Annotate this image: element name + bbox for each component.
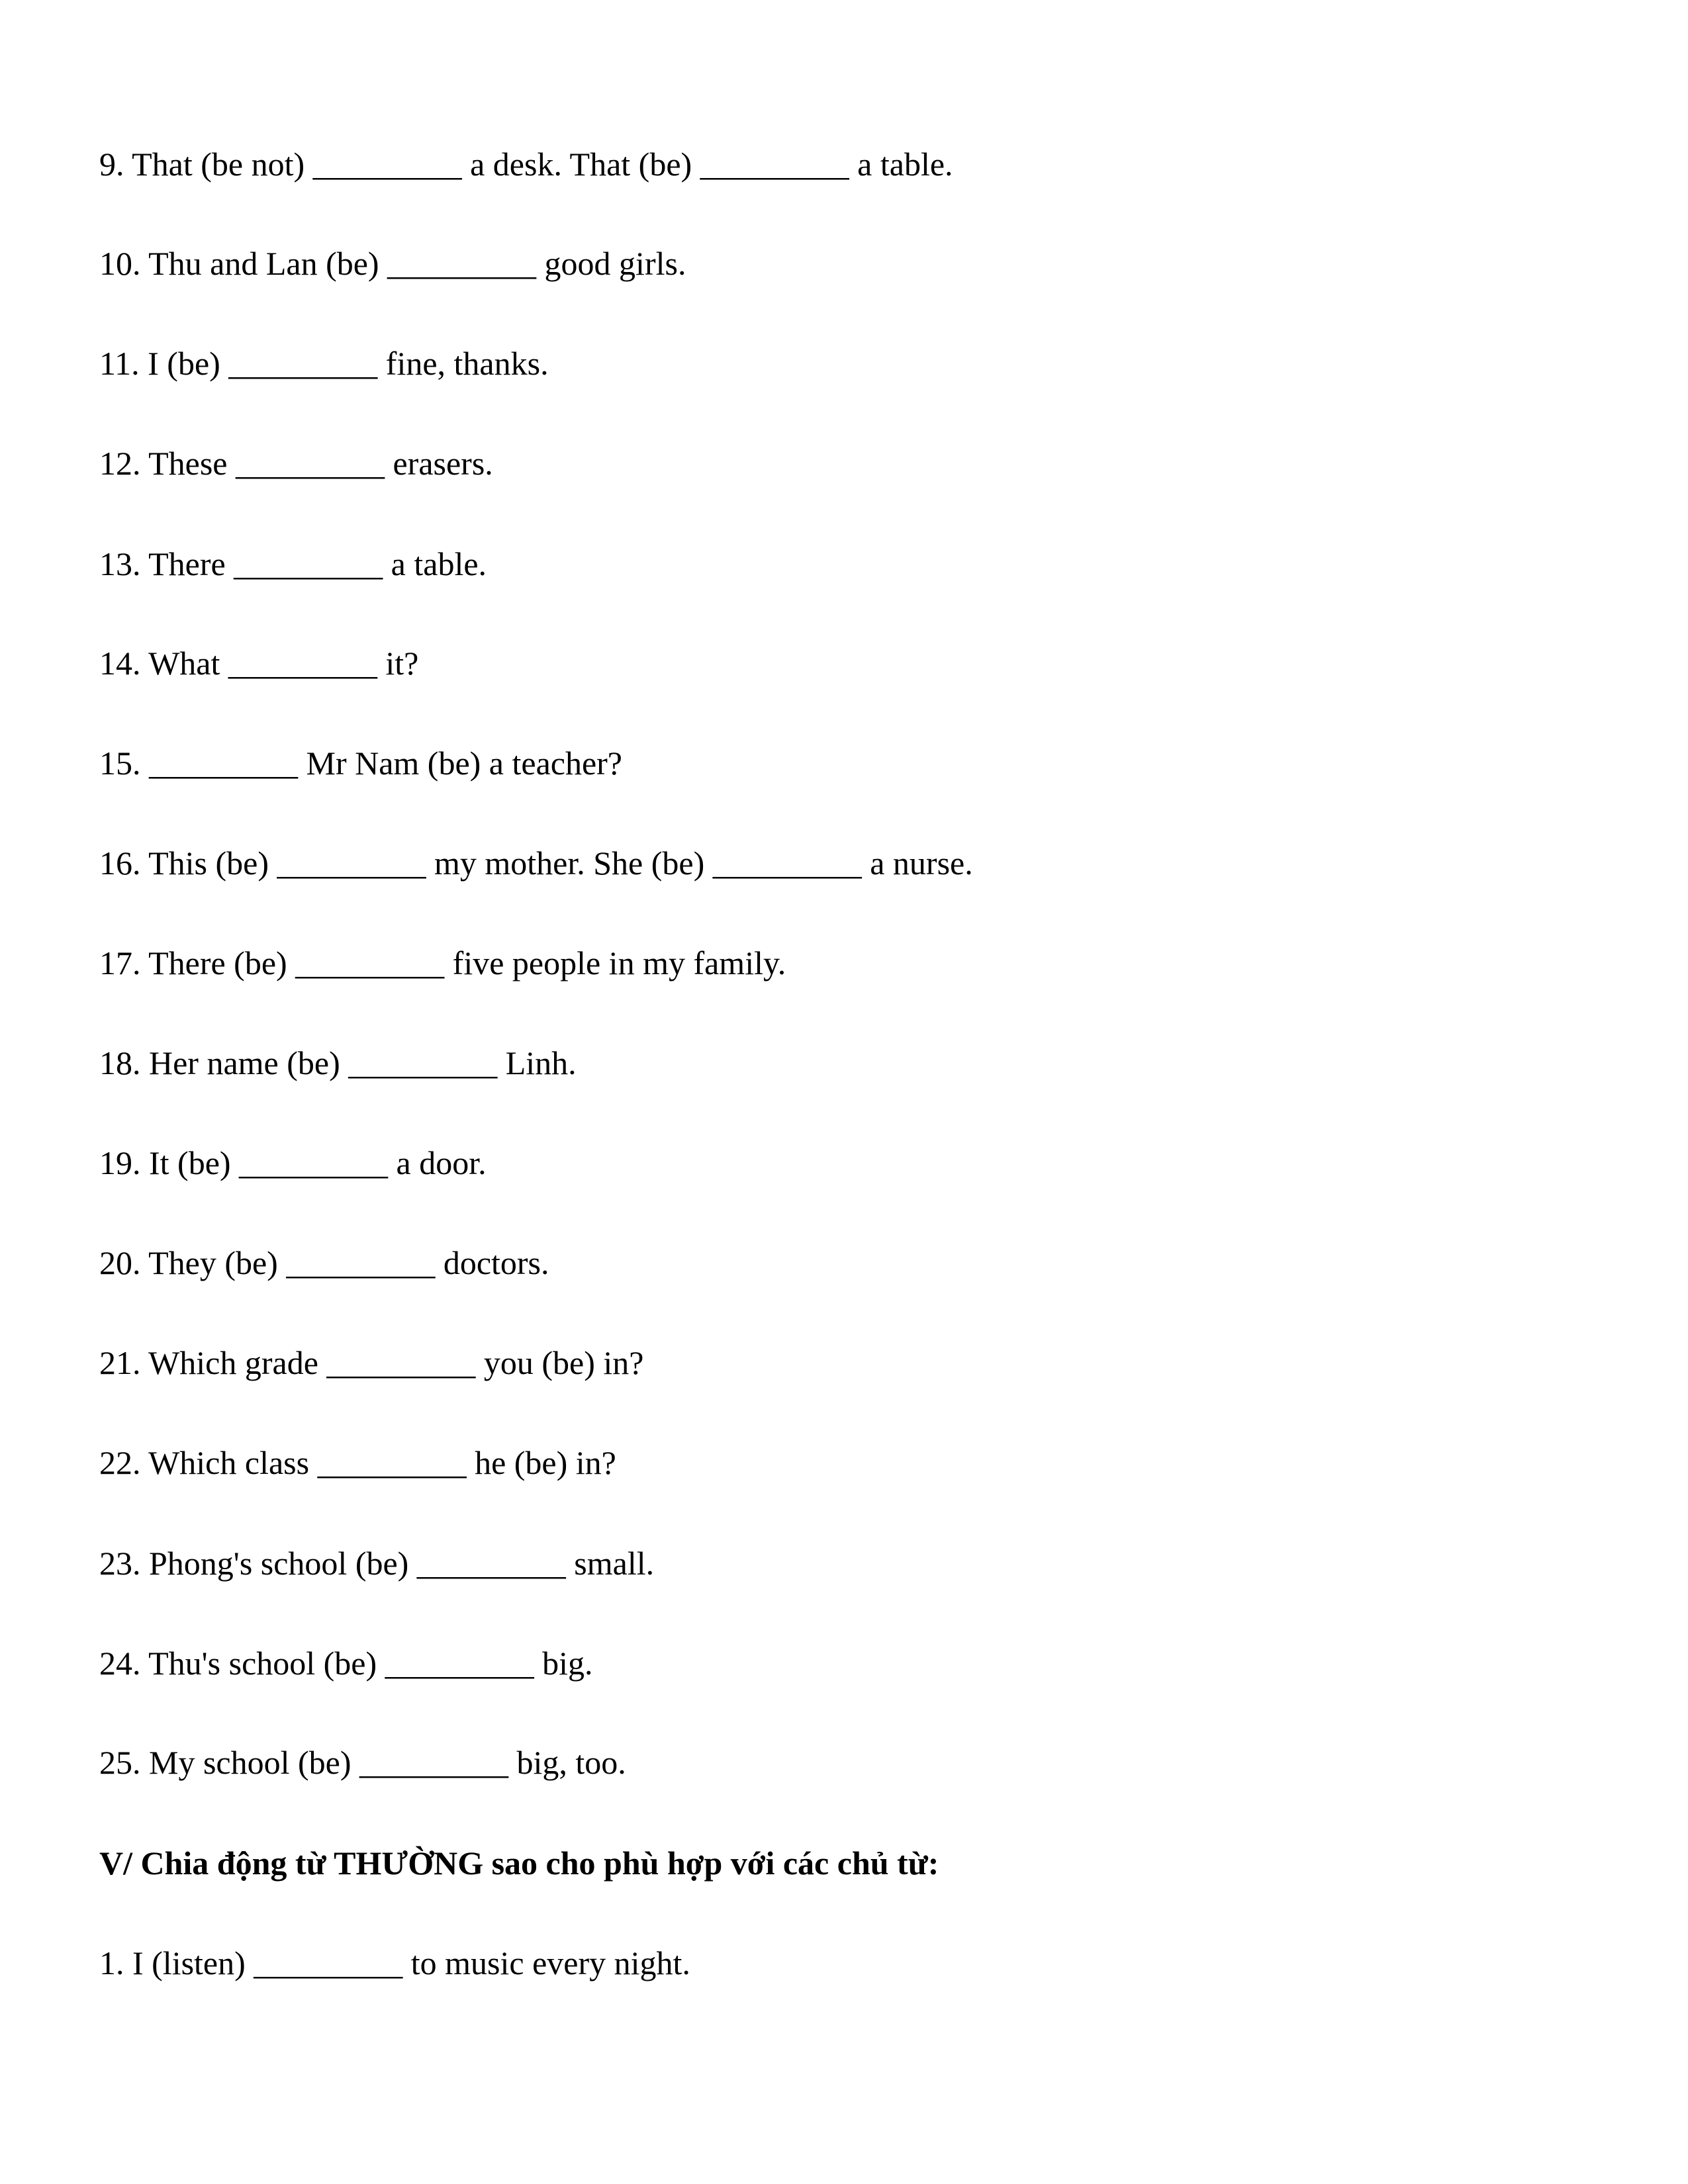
- section-item-1: 1. I (listen) _________ to music every night.: [99, 1944, 690, 1981]
- exercise-12: 12. These _________ erasers.: [99, 445, 493, 482]
- exercise-22: 22. Which class _________ he (be) in?: [99, 1444, 616, 1481]
- exercise-19: 19. It (be) _________ a door.: [99, 1144, 487, 1181]
- exercise-11: 11. I (be) _________ fine, thanks.: [99, 345, 549, 382]
- section-heading: V/ Chia động từ THƯỜNG sao cho phù hợp với các chủ từ:: [99, 1844, 939, 1882]
- exercise-13: 13. There _________ a table.: [99, 545, 487, 582]
- exercise-16: 16. This (be) _________ my mother. She (be) _________ a nurse.: [99, 844, 973, 882]
- exercise-25: 25. My school (be) _________ big, too.: [99, 1744, 626, 1781]
- exercise-15: 15. _________ Mr Nam (be) a teacher?: [99, 745, 622, 782]
- exercise-21: 21. Which grade _________ you (be) in?: [99, 1344, 644, 1381]
- exercise-20: 20. They (be) _________ doctors.: [99, 1244, 549, 1281]
- exercise-9: 9. That (be not) _________ a desk. That (be) _________ a table.: [99, 146, 953, 183]
- exercise-24: 24. Thu's school (be) _________ big.: [99, 1645, 593, 1682]
- exercise-14: 14. What _________ it?: [99, 645, 419, 682]
- exercise-17: 17. There (be) _________ five people in my family.: [99, 944, 786, 981]
- exercise-23: 23. Phong's school (be) _________ small.: [99, 1545, 655, 1582]
- exercise-18: 18. Her name (be) _________ Linh.: [99, 1044, 577, 1081]
- exercise-10: 10. Thu and Lan (be) _________ good girls.: [99, 245, 686, 282]
